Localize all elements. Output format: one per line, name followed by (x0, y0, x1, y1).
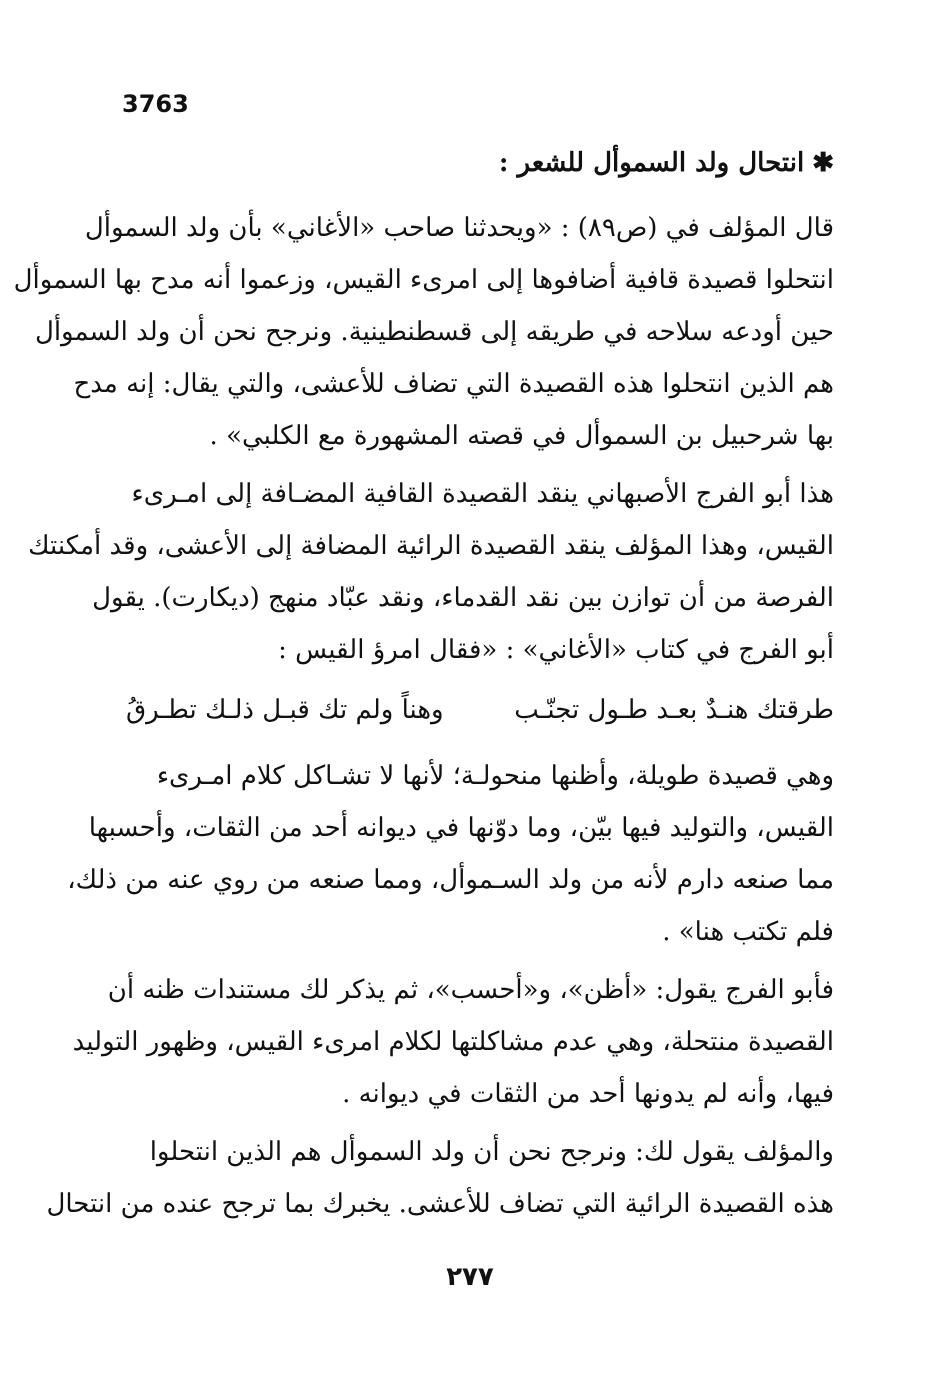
text-line: القيس، والتوليد فيها بيّن، وما دوّنها في ديوانه أحد من الثقات، وأحسبها (88, 813, 834, 843)
text-line: هذا أبو الفرج الأصبهاني ينقد القصيدة القافية المضـافة إلى امـرىء (131, 479, 834, 509)
section-heading-text: انتحال ولد السموأل للشعر : (498, 148, 805, 178)
text-line: فأبو الفرج يقول: «أظن»، و«أحسب»، ثم يذكر لك مستندات ظنه أن (107, 975, 834, 1005)
text-line: أبو الفرج في كتاب «الأغاني» : «فقال امرؤ القيس : (278, 635, 834, 665)
section-heading (499, 148, 834, 178)
text-line: هذه القصيدة الرائية التي تضاف للأعشى. يخبرك بما ترجح عنده من انتحال (46, 1189, 834, 1219)
verse-first-hemistich: طرقتك هنـدٌ بعـد طـول تجنّـب (514, 695, 834, 725)
text-line: فيها، وأنه لم يدونها أحد من الثقات في ديوانه . (342, 1079, 834, 1109)
text-line: وهي قصيدة طويلة، وأظنها منحولـة؛ لأنها لا تشـاكل كلام امـرىء (156, 761, 834, 791)
text-line: والمؤلف يقول لك: ونرجح نحن أن ولد السموأل هم الذين انتحلوا (149, 1137, 834, 1167)
text-line: حين أودعه سلاحه في طريقه إلى قسطنطينية. ونرجح نحن أن ولد السموأل (34, 317, 834, 347)
text-line: القيس، وهذا المؤلف ينقد القصيدة الرائية المضافة إلى الأعشى، وقد أمكنتك (28, 531, 834, 561)
text-line: فلم تكتب هنا» . (662, 917, 834, 947)
text-line: قال المؤلف في (ص٨٩) : «ويحدثنا صاحب «الأغاني» بأن ولد السموأل (84, 213, 834, 243)
page-number: ٢٧٧ (446, 1262, 494, 1292)
poetry-verse (126, 690, 834, 730)
text-line: الفرصة من أن توازن بين نقد القدماء، ونقد عبّاد منهج (ديكارت). يقول (92, 583, 834, 613)
text-line: هم الذين انتحلوا هذه القصيدة التي تضاف للأعشى، والتي يقال: إنه مدح (73, 369, 834, 399)
text-line: بها شرحبيل بن السموأل في قصته المشهورة مع الكلبي» . (209, 421, 834, 451)
text-line: مما صنعه دارم لأنه من ولد السـموأل، ومما صنعه من روي عنه من ذلك، (67, 865, 834, 895)
star-icon: ✱ (812, 148, 834, 178)
text-line: القصيدة منتحلة، وهي عدم مشاكلتها لكلام امرىء القيس، وظهور التوليد (72, 1027, 834, 1057)
verse-second-hemistich: وهناً ولم تك قبـل ذلـك تطـرقُ (126, 695, 444, 725)
text-line: انتحلوا قصيدة قافية أضافوها إلى امرىء القيس، وزعموا أنه مدح بها السموأل (13, 265, 834, 295)
page-id: 3763 (122, 90, 189, 118)
